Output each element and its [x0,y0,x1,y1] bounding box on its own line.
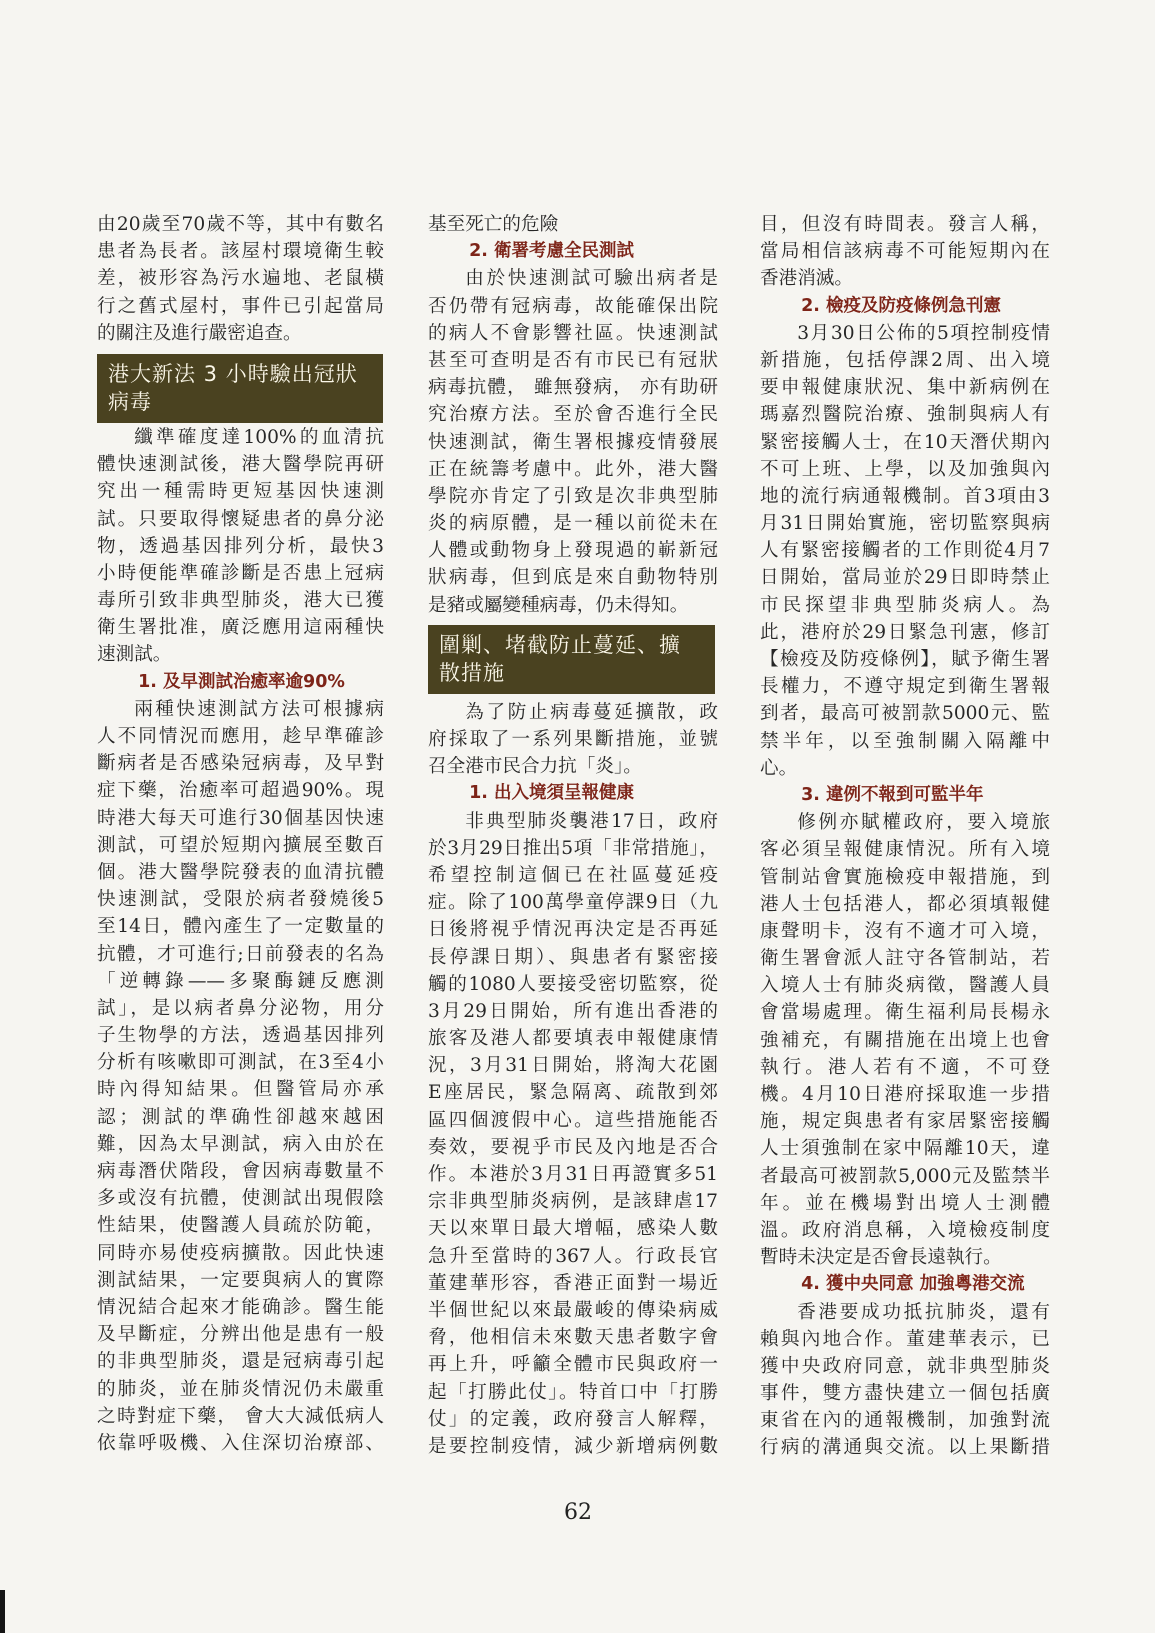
paragraph-line: 由20歲至70歲不等，其中有數名 [97,214,384,235]
paragraph-line: 年。並在機場對出境人士測體 [760,1192,1050,1214]
section-heading [428,625,715,694]
paragraph-line: 是豬或屬變種病毒，仍未得知。 [428,594,689,616]
subheading: 3. 違例不報到可監半年 [801,784,984,805]
paragraph [97,424,384,669]
subheading: 4. 獲中央同意 加強粵港交流 [801,1274,1025,1295]
paragraph-line: 當局相信該病毒不可能短期內在 [760,241,1050,263]
paragraph-line: 機。4月10日港府採取進一步措 [760,1084,1050,1105]
paragraph [428,211,718,238]
paragraph-line: 人士須強制在家中隔離10天，違 [760,1138,1050,1160]
paragraph-line: 差，被形容為污水遍地、老鼠橫 [97,268,384,290]
column-1 [97,211,384,1457]
paragraph [428,808,718,1461]
paragraph-line: 試」，是以病者鼻分泌物，用分 [97,997,384,1019]
paragraph-line: 症。除了100萬學童停課9日（九 [428,892,718,914]
paragraph-line: 依靠呼吸機、入住深切治療部、 [97,1432,384,1454]
paragraph-line: 新措施，包括停課2周、出入境 [760,349,1050,371]
paragraph-line: 府採取了一系列果斷措施，並號 [428,729,718,750]
paragraph-line: 的肺炎，並在肺炎情況仍未嚴重 [97,1378,384,1400]
section-heading-line: 散措施 [439,660,505,685]
paragraph-line: 【檢疫及防疫條例】，賦予衛生署 [760,649,1050,670]
paragraph [760,1299,1050,1462]
paragraph-line: 甚至可查明是否有市民已有冠狀 [428,349,718,371]
paragraph-line: 究治療方法。至於會否進行全民 [428,404,718,426]
subheading: 1. 出入境須呈報健康 [469,783,635,804]
paragraph [760,320,1050,782]
section-heading-line: 病毒 [108,389,152,414]
paragraph-line: 入境人士有肺炎病徵，醫護人員 [760,975,1050,997]
paragraph-line: 目，但沒有時間表。發言人稱， [760,214,1050,235]
paragraph-line: 宗非典型肺炎病例，是該肆虐17 [428,1191,718,1213]
section-heading [97,354,383,423]
paragraph-line: 的病人不會影響社區。快速測試 [428,322,718,344]
subheading: 2. 衛署考慮全民測試 [469,241,635,262]
paragraph-line: 不可上班、上學，以及加強與內 [760,458,1050,480]
paragraph [97,696,384,1457]
paragraph-line: 修例亦賦權政府，要入境旅 [797,812,1050,834]
paragraph-line: 時港大每天可進行30個基因快速 [97,807,384,829]
paragraph-line: 認；測試的準确性卻越來越困 [97,1106,384,1128]
paragraph [97,211,384,347]
paragraph [428,265,718,618]
paragraph-line: 奏效，要視乎市民及內地是否合 [428,1136,718,1158]
paragraph-line: 究出一種需時更短基因快速測 [97,481,384,503]
paragraph [760,211,1050,293]
paragraph-line: 作。本港於3月31日再證實多51 [428,1164,718,1185]
paragraph-line: 測試，可望於短期內擴展至數百 [97,834,384,856]
paragraph-line: 再上升，呼籲全體市民與政府一 [428,1354,718,1376]
column-2 [428,211,718,1460]
paragraph-line: 強補充，有關措施在出境上也會 [760,1029,1050,1051]
paragraph-line: 到者，最高可被罰款5000元、監 [760,703,1050,725]
paragraph-line: 兩種快速測試方法可根據病 [134,698,384,720]
paragraph-line: 狀病毒，但到底是來自動物特別 [428,567,718,589]
paragraph-line: 為了防止病毒蔓延擴散，政 [465,701,718,723]
subheading: 1. 及早測試治癒率逾90% [138,671,345,692]
scan-edge-mark [0,1590,5,1633]
paragraph-line: 召全港市民合力抗「炎」。 [428,756,642,778]
paragraph-line: 會當場處理。衛生福利局長楊永 [760,1002,1050,1024]
paragraph-line: 暫時未決定是否會長遠執行。 [760,1247,1002,1269]
paragraph-line: 起「打勝此仗」。特首口中「打勝 [428,1381,718,1403]
paragraph-line: 日開始，當局並於29日即時禁止 [760,567,1050,589]
paragraph-line: 施，規定與患者有家居緊密接觸 [760,1111,1050,1133]
paragraph-line: 非典型肺炎襲港17日，政府 [465,810,718,832]
paragraph-line: 觸的1080人要接受密切監察，從 [428,973,718,995]
page-number: 62 [564,1500,592,1525]
paragraph-line: 正在統籌考慮中。此外，港大醫 [428,458,718,480]
paragraph-line: 獲中央政府同意，就非典型肺炎 [760,1355,1050,1377]
paragraph-line: 市民探望非典型肺炎病人。為 [760,594,1050,616]
paragraph-line: 至14日，體內產生了一定數量的 [97,916,384,938]
paragraph-line: 心。 [760,757,798,779]
section-heading-line: 港大新法 3 小時驗出冠狀 [108,361,358,386]
paragraph-line: 日後將視乎情況再決定是否再延 [428,919,718,941]
paragraph-line: 港人士包括港人，都必須填報健 [760,893,1050,915]
paragraph-line: 分析有咳嗽即可測試，在3至4小 [97,1052,384,1074]
paragraph-line: 3月29日開始，所有進出香港的 [428,1000,718,1022]
paragraph-line: 3月30日公佈的5項控制疫情 [797,322,1050,344]
paragraph-line: 同時亦易使疫病擴散。因此快速 [97,1242,384,1264]
paragraph-line: 抗體，才可進行;日前發表的名為 [97,943,384,965]
paragraph [428,699,718,781]
paragraph-line: 體快速測試後，港大醫學院再研 [97,454,384,476]
paragraph-line: 的非典型肺炎，還是冠病毒引起 [97,1351,384,1373]
paragraph-line: 物，透過基因排列分析，最快3 [97,535,384,557]
paragraph-line: 執行。港人若有不適，不可登 [760,1056,1050,1078]
paragraph-line: 要申報健康狀況、集中新病例在 [760,377,1050,399]
paragraph-line: 多或沒有抗體，使測試出現假陰 [97,1188,384,1210]
paragraph-line: 地的流行病通報機制。首3項由3 [760,485,1050,507]
paragraph-line: 天以來單日最大增幅，感染人數 [428,1218,718,1240]
paragraph-line: 病毒抗體， 雖無發病， 亦有助研 [428,377,718,399]
paragraph-line: 由於快速測試可驗出病者是 [465,268,718,290]
paragraph-line: 康聲明卡，沒有不適才可入境， [760,920,1050,942]
paragraph-line: 行之舊式屋村，事件已引起當局 [97,295,384,317]
paragraph-line: 事件，雙方盡快建立一個包括廣 [760,1383,1050,1405]
paragraph-line: 仗」的定義，政府發言人解釋， [428,1408,718,1430]
subheading: 2. 檢疫及防疫條例急刊憲 [801,295,1002,316]
paragraph-line: 溫。政府消息稱，入境檢疫制度 [760,1219,1050,1241]
paragraph-line: 情況結合起來才能确診。醫生能 [97,1296,384,1318]
paragraph-line: 瑪嘉烈醫院治療、強制與病人有 [760,404,1050,426]
paragraph-line: 區四個渡假中心。這些措施能否 [428,1109,718,1131]
paragraph-line: 學院亦肯定了引致是次非典型肺 [428,485,718,507]
paragraph-line: 是要控制疫情，減少新增病例數 [428,1435,718,1457]
paragraph-line: 人有緊密接觸者的工作則從4月7 [760,540,1050,562]
paragraph-line: 衛生署批准，廣泛應用這兩種快 [97,617,384,639]
paragraph-line: 及早斷症，分辨出他是患有一般 [97,1324,384,1346]
paragraph-line: 長權力，不遵守規定到衛生署報 [760,676,1050,698]
paragraph-line: 香港要成功抵抗肺炎，還有 [797,1301,1050,1323]
paragraph-line: 況，3月31日開始，將淘大花園 [428,1055,718,1077]
paragraph-line: 小時便能準確診斷是否患上冠病 [97,562,384,584]
paragraph [760,809,1050,1271]
paragraph-line: 之時對症下藥， 會大大減低病人 [97,1405,384,1427]
paragraph-line: 董建華形容，香港正面對一場近 [428,1272,718,1294]
paragraph-line: 管制站會實施檢疫申報措施，到 [760,866,1050,888]
paragraph-line: 個。港大醫學院發表的血清抗體 [97,861,384,883]
paragraph-line: 急升至當時的367人。行政長官 [428,1245,718,1267]
paragraph-line: 此，港府於29日緊急刊憲，修訂 [760,621,1050,643]
paragraph-line: 毒所引致非典型肺炎，港大已獲 [97,590,384,612]
paragraph-line: 半個世紀以來最嚴峻的傳染病威 [428,1299,718,1321]
paragraph-line: 性結果，使醫護人員疏於防範， [97,1215,384,1237]
paragraph-line: 人體或動物身上發現過的嶄新冠 [428,540,718,562]
paragraph-line: 測試結果，一定要與病人的實際 [97,1269,384,1291]
paragraph-line: 速測試。 [97,644,172,666]
paragraph-line: 患者為長者。該屋村環境衛生較 [97,241,384,263]
paragraph-line: 斷病者是否感染冠病毒，及早對 [97,753,384,775]
paragraph-line: 試。只要取得懷疑患者的鼻分泌 [97,508,384,530]
paragraph-line: 者最高可被罰款5,000元及監禁半 [760,1165,1050,1187]
paragraph-line: 旅客及港人都要填表申報健康情 [428,1028,718,1050]
paragraph-line: 客必須呈報健康情況。所有入境 [760,839,1050,861]
paragraph-line: 纖準確度達100%的血清抗 [134,426,384,448]
paragraph-line: 希望控制這個已在社區蔓延疫 [428,864,718,886]
paragraph-line: 否仍帶有冠病毒，故能確保出院 [428,295,718,317]
paragraph-line: 難，因為太早測試，病入由於在 [97,1133,384,1155]
paragraph-line: 於3月29日推出5項「非常措施」， [428,837,718,859]
paragraph-line: 病毒潛伏階段，會因病毒數量不 [97,1161,384,1182]
paragraph-line: 衛生署會派人註守各管制站，若 [760,948,1050,970]
paragraph-line: 快速測試，衛生署根據疫情發展 [428,431,718,453]
paragraph-line: 緊密接觸人士，在10天潛伏期內 [760,431,1050,453]
paragraph-line: 東省在內的通報機制，加強對流 [760,1410,1050,1432]
paragraph-line: 基至死亡的危險 [428,214,559,235]
paragraph-line: 人不同情況而應用，趁早準確診 [97,726,384,747]
paragraph-line: 禁半年，以至強制關入隔離中 [760,730,1050,752]
paragraph-line: 炎的病原體，是一種以前從未在 [428,513,718,535]
paragraph-line: 賴與內地合作。董建華表示，已 [760,1328,1050,1350]
section-heading-line: 圍剿、堵截防止蔓延、擴 [439,632,681,657]
paragraph-line: 脅，他相信未來數天患者數字會 [428,1327,718,1349]
paragraph-line: 子生物學的方法，透過基因排列 [97,1025,384,1047]
paragraph-line: 「逆轉錄——多聚酶鏈反應測 [97,970,384,992]
paragraph-line: 月31日開始實施，密切監察與病 [760,513,1050,535]
column-3 [760,211,1050,1462]
paragraph-line: 時內得知結果。但醫管局亦承 [97,1079,384,1101]
paragraph-line: 行病的溝通與交流。以上果斷措 [760,1437,1050,1459]
paragraph-line: 香港消滅。 [760,268,853,290]
paragraph-line: 的關注及進行嚴密追查。 [97,322,302,344]
paragraph-line: 症下藥，治癒率可超過90%。現 [97,780,384,802]
paragraph-line: 長停課日期）、與患者有緊密接 [428,946,718,968]
paragraph-line: E座居民，緊急隔离、疏散到郊 [428,1082,718,1104]
paragraph-line: 快速測試，受限於病者發燒後5 [97,889,384,911]
